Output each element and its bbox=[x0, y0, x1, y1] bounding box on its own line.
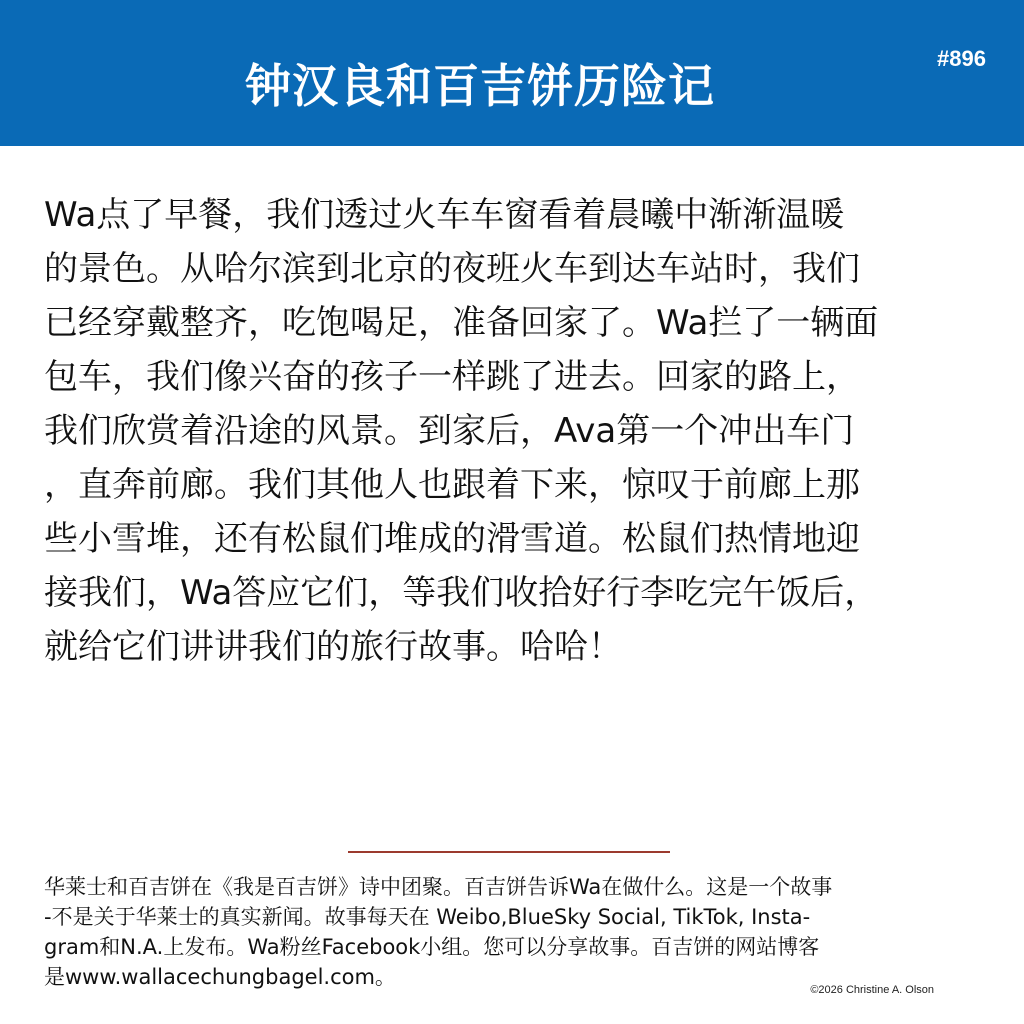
footer-line: -不是关于华莱士的真实新闻。故事每天在 Weibo,BlueSky Social, TikTok, Insta- bbox=[44, 905, 811, 929]
copyright-notice: ©2026 Christine A. Olson bbox=[810, 984, 934, 996]
story-line: Wa点了早餐，我们透过火车车窗看着晨曦中渐渐温暖 bbox=[44, 195, 845, 235]
story-line: 些小雪堆，还有松鼠们堆成的滑雪道。松鼠们热情地迎 bbox=[44, 519, 860, 559]
story-line: 我们欣赏着沿途的风景。到家后，Ava第一个冲出车门 bbox=[44, 411, 855, 451]
footer-line: gram和N.A.上发布。Wa粉丝Facebook小组。您可以分享故事。百吉饼的网站博客 bbox=[44, 935, 820, 959]
story-line: 的景色。从哈尔滨到北京的夜班火车到达车站时，我们 bbox=[44, 249, 860, 289]
story-line: 就给它们讲讲我们的旅行故事。哈哈！ bbox=[44, 627, 622, 667]
episode-number: #896 bbox=[937, 46, 986, 71]
title-banner bbox=[0, 0, 1024, 146]
footer-note bbox=[44, 872, 989, 992]
footer-line: 是www.wallacechungbagel.com。 bbox=[44, 965, 396, 989]
story-line: 包车，我们像兴奋的孩子一样跳了进去。回家的路上， bbox=[44, 357, 860, 397]
divider bbox=[348, 851, 670, 853]
story-line: 接我们，Wa答应它们，等我们收拾好行李吃完午饭后， bbox=[44, 573, 879, 613]
footer-line: 华莱士和百吉饼在《我是百吉饼》诗中团聚。百吉饼告诉Wa在做什么。这是一个故事 bbox=[44, 875, 833, 899]
story-line: 已经穿戴整齐，吃饱喝足，准备回家了。Wa拦了一辆面 bbox=[44, 303, 879, 343]
story-text bbox=[44, 188, 984, 674]
story-line: ，直奔前廊。我们其他人也跟着下来，惊叹于前廊上那 bbox=[44, 465, 860, 505]
page-title: 钟汉良和百吉饼历险记 bbox=[245, 59, 715, 113]
